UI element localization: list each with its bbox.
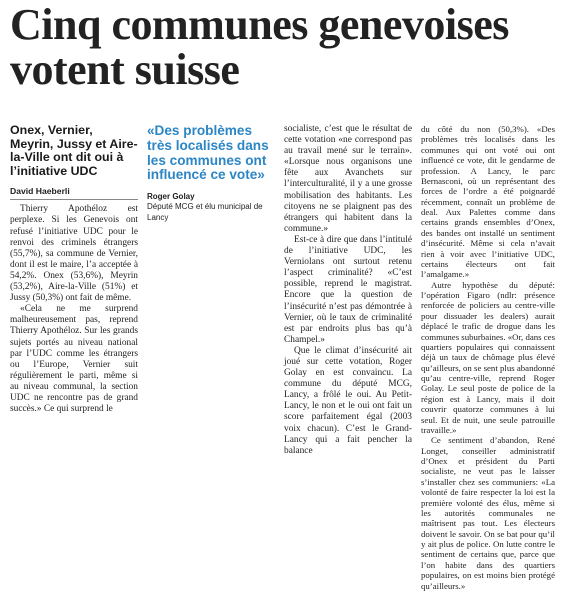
article-column-1 bbox=[10, 124, 138, 415]
paragraph: Autre hypothèse du député: l’opération Figaro (ndlr: présence renforcée de policiers au centre-ville pour dissuader les dealers) aurait déplacé le trafic de drogue dans les communes suburbaines. «Or, dans ces quartiers populaires qui connaissent déjà un taux de chômage plus élevé qu’ailleurs, on se sent plus abandonné qu’au centre-ville, reprend Roger Golay. Le seul poste de police de la région est à Lancy, mais il doit couvrir quatorze communes à lui seul. Et de nuit, une seule patrouille travaille.» bbox=[421, 279, 556, 435]
quote-author: Roger Golay bbox=[147, 192, 195, 202]
paragraph: Que le climat d’insécurité ait joué sur cette votation, Roger Golay en est convaincu. La commune du député MCG, Lancy, a frôlé le oui. Au Petit-Lancy, le non et le oui ont fait un score parfaitement égal (2003 voix chacun). C’est le Grand-Lancy qui a fait pencher la balance bbox=[284, 345, 412, 456]
article-lead: Onex, Vernier, Meyrin, Jussy et Aire-la-Ville ont dit oui à l’initiative UDC bbox=[10, 123, 138, 178]
paragraph: socialiste, c’est que le résultat de cette votation «ne correspond pas au travail mené sur le terrain». «Lorsque nous organisons une fête aux Avanchets sur l’interculturalité, il y a une grosse mobilisation des habitants. Les citoyens ne se plaignent pas des étrangers qui habitent dans la commune.» bbox=[284, 124, 412, 234]
paragraph: Est-ce à dire que dans l’intitulé de l’initiative UDC, les Verniolans ont surtout retenu l’aspect criminalité? «C’est possible, reprend le magistrat. Encore que la question de l’insécurité n’est pas démontrée à Vernier, où le taux de criminalité est par endroits plus bas qu’à Champel.» bbox=[284, 234, 412, 345]
article-headline: Cinq communes genevoises votent suisse bbox=[10, 0, 509, 94]
pull-quote: «Des problèmes très localisés dans les communes ont influencé ce vote» bbox=[147, 123, 269, 183]
article-column-3 bbox=[284, 124, 412, 457]
paragraph: Thierry Apothéloz est perplexe. Si les Genevois ont refusé l’initiative UDC pour le renvoi des criminels étrangers (55,7%), sa commune de Vernier, dont il est le maire, l’a acceptée à 54,2%. Onex (53,6%), Meyrin (53,2%), Aire-la-Ville (51%) et Jussy (50,3%) ont fait de même. bbox=[10, 204, 138, 304]
quote-author-role: Député MCG et élu municipal de Lancy bbox=[147, 202, 263, 222]
pull-quote-column bbox=[147, 124, 275, 223]
paragraph: du côté du non (50,3%). «Des problèmes très localisés dans les communes qui ont voté oui ont influencé ce vote, dit le gendarme de profession. A Lancy, le parc Bernasconi, où un représentant des forces de l’ordre a été poignardé récemment, connaît un problème de deal. Aux Palettes comme dans certains grands ensembles d’Onex, des bandes ont installé un sentiment d’insécurité. Même si cela n’avait rien à voir avec l’initiative UDC, certains électeurs ont fait l’amalgame.» bbox=[421, 124, 555, 280]
author-byline: David Haeberli bbox=[10, 186, 138, 200]
paragraph: Ce sentiment d’abandon, René Longet, conseiller administratif d’Onex et président du Parti socialiste, ne veut pas le laisser s’installer chez ses communiers: «La volonté de faire respecter la loi est la première volonté des élus, même si les autorités communales ne maîtrisent pas tout. Les électeurs doivent le savoir. On se bat pour qu’il y ait plus de police. On lutte contre le sentiment de certains que, parce que l’on habite dans des quartiers populaires, on est moins bien protégé qu’ailleurs.» bbox=[421, 435, 555, 591]
article-column-4 bbox=[421, 124, 555, 591]
paragraph: «Cela ne me surprend malheureusement pas, reprend Thierry Apothéloz. Sur les grands sujets portés au niveau national par l’UDC comme les étrangers ou l’Europe, Vernier suit régulièrement le parti, même si au niveau communal, la section UDC ne rencontre pas de grand succès.» Ce qui surprend le bbox=[10, 304, 138, 415]
